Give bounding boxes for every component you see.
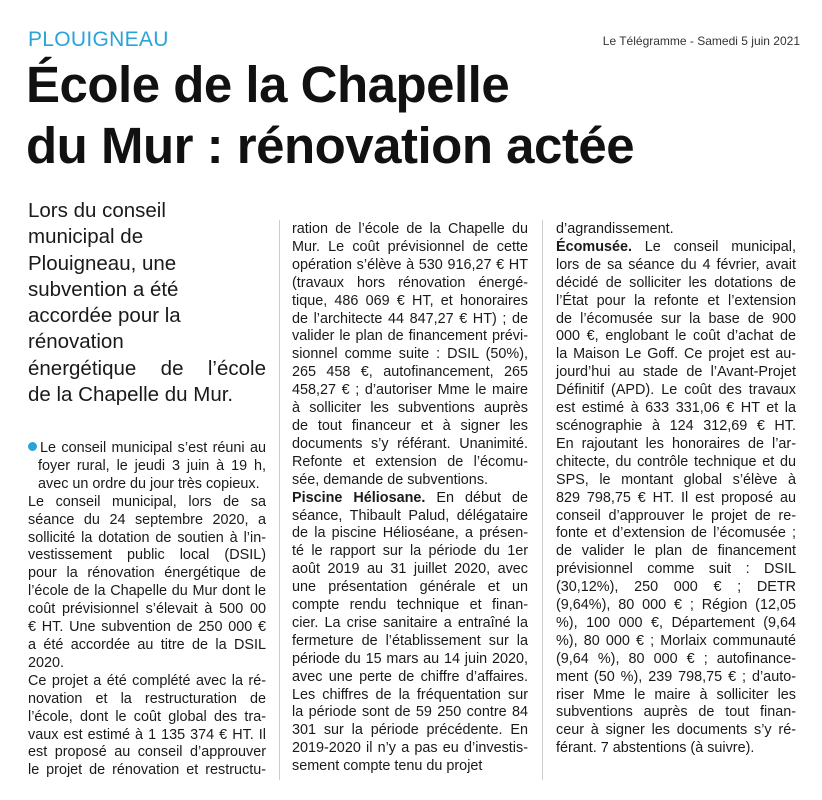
text-line: foyer rural, le jeudi 3 juin à 19 h,: [38, 457, 266, 474]
text-line: sollicité la dotation de soutien à l’in-: [28, 529, 266, 546]
text-line: férant. 7 abstentions (à suivre).: [556, 740, 755, 757]
text-line: 000 €, englobant le coût d’achat de: [556, 328, 796, 345]
text-line: Refonte et extension de l’écomu-: [292, 453, 528, 470]
text-line: (30,12%), 250 000 € ; DETR: [556, 579, 796, 596]
text-line: 265 458 €, autofinancement, 265: [292, 364, 528, 381]
text-line: Piscine Héliosane. En début de: [292, 489, 528, 506]
text-line: conseil d’approuver le projet de re-: [556, 507, 796, 524]
text-line: tique, 486 069 € HT, et honoraires: [292, 292, 528, 309]
lede-line: accordée pour la: [28, 304, 181, 328]
text-line: sée, demande de subventions.: [292, 471, 489, 488]
text-line: sionnel comme suite : DSIL (50%),: [292, 346, 528, 363]
text-line: Définitif (APD). Le coût des travaux: [556, 382, 796, 399]
text-line: 301 sur la période précédente. En: [292, 722, 528, 739]
text-line: Mur. Le coût prévisionnel de cette: [292, 238, 528, 255]
text-line: Ce projet a été complété avec la ré-: [28, 672, 266, 689]
headline-line-1: École de la Chapelle: [26, 56, 510, 113]
text-line: scénographie à 124 312,69 € HT.: [556, 417, 796, 434]
article-lede: [28, 198, 266, 408]
text-line: %), 100 000 €, Département (9,64: [556, 614, 796, 631]
lede-line: subvention a été: [28, 277, 179, 301]
text-line: prévisionnel comme suit : DSIL: [556, 561, 796, 578]
text-line: fonte et d’extension de l’écomusée ;: [556, 525, 796, 542]
text-line: de l’architecte 44 847,27 € HT) ; de: [292, 310, 528, 327]
text-line: novation et la restructuration de: [28, 690, 266, 707]
text-line: vaux est estimé à 1 135 374 € HT. Il: [28, 726, 266, 743]
text-line: à solliciter les subventions auprès: [292, 400, 528, 417]
text-line: de valider le plan de financement: [556, 543, 796, 560]
lede-line: énergétique de l’école: [28, 356, 266, 380]
text-line: coût prévisionnel s’élevait à 500 00: [28, 601, 266, 618]
text-line: ceur à signer les documents s’y ré-: [556, 722, 796, 739]
text-line: riser Mme le maire à solliciter les: [556, 686, 796, 703]
lede-line: municipal de: [28, 225, 144, 249]
text-line: (9,64 %), 80 000 € ; autofinance-: [556, 650, 796, 667]
article-column-2: [292, 221, 528, 776]
column-divider: [542, 220, 543, 780]
text-line: En rajoutant les honoraires de l’ar-: [556, 435, 796, 452]
text-line: décidé de solliciter les dotations de: [556, 274, 796, 291]
text-line: documents s’y référant. Unanimité.: [292, 435, 528, 452]
lede-line: Plouigneau, une: [28, 251, 177, 275]
text-line: de l’écomusée sur la base de 900: [556, 310, 796, 327]
text-line: subventions auprès de tout finan-: [556, 704, 796, 721]
text-line: ment (50 %), 239 798,75 € ; d’auto-: [556, 668, 796, 685]
text-line: Le conseil municipal, lors de sa: [28, 493, 266, 510]
text-line: %), 80 000 € ; Morlaix communauté: [556, 632, 796, 649]
text-line: vestissement public local (DSIL): [28, 547, 266, 564]
text-line: cier. La crise sanitaire a entraîné la: [292, 614, 528, 631]
text-line: 2019-2020 il n’y a pas eu d’investis-: [292, 740, 528, 757]
text-line: pour la rénovation énergétique de: [28, 565, 266, 582]
lede-line: de la Chapelle du Mur.: [28, 383, 234, 407]
text-line: SPS, le montant global s’élève à: [556, 471, 796, 488]
text-line: l’État pour la refonte et l’extension: [556, 292, 796, 309]
text-line: valider le plan de financement prévi-: [292, 328, 528, 345]
text-line: l’école, dont le coût global des tra-: [28, 708, 266, 725]
text-line: la période sont de 59 250 contre 84: [292, 704, 528, 721]
text-line: ration de l’école de la Chapelle du: [292, 221, 528, 237]
text-line: le projet de rénovation et restructu-: [28, 762, 266, 779]
text-line: Écomusée. Le conseil municipal,: [556, 238, 796, 255]
text-line: avec un ordre du jour très copieux.: [38, 475, 260, 492]
lede-line: Lors du conseil: [28, 199, 166, 222]
newspaper-source-date: Le Télégramme - Samedi 5 juin 2021: [602, 34, 800, 48]
text-line: (travaux hors rénovation énergé-: [292, 274, 528, 291]
text-line: avec une perte de chiffre d’affaires.: [292, 668, 528, 685]
text-line: jourd’hui au stade de l’Avant-Projet: [556, 364, 796, 381]
text-line: 2020.: [28, 654, 65, 671]
text-line: compte rendu technique et finan-: [292, 597, 528, 614]
text-line: est estimé à 633 331,06 € HT et la: [556, 400, 796, 417]
text-line: té le rapport sur la période du 1er: [292, 543, 528, 560]
text-line: sement compte tenu du projet: [292, 758, 483, 775]
text-line: est proposé au conseil d’approuver: [28, 744, 266, 761]
article-column-1: [28, 440, 266, 780]
headline-line-2: du Mur : rénovation actée: [26, 117, 635, 174]
article-headline: [26, 54, 806, 176]
subheading-ecomusee: Écomusée.: [556, 238, 632, 255]
text-line: Les chiffres de la fréquentation sur: [292, 686, 528, 703]
lede-line: rénovation: [28, 330, 124, 354]
text-line: séance du 24 septembre 2020, a: [28, 511, 266, 528]
text-line: de la piscine Hélioséane, a présen-: [292, 525, 528, 542]
text-line: 829 798,75 € HT. Il est proposé au: [556, 489, 796, 506]
text-line: chitecte, du contrôle technique et du: [556, 453, 796, 470]
text-line: la Maison Le Goff. Ce projet est au-: [556, 346, 796, 363]
text-line: lors de sa séance du 4 février, avait: [556, 256, 796, 273]
text-line: € HT. Une subvention de 250 000 €: [28, 619, 266, 636]
bullet-dot-icon: [28, 442, 37, 451]
text-line: opération s’élève à 530 916,27 € HT: [292, 256, 528, 273]
text-line: d’agrandissement.: [556, 221, 674, 237]
text-line: 458,27 € ; d’autoriser Mme le maire: [292, 382, 528, 399]
text-line: de tout financeur et à signer les: [292, 417, 528, 434]
text-line: a été accordée au titre de la DSIL: [28, 636, 266, 653]
section-kicker: PLOUIGNEAU: [28, 28, 169, 51]
text-line: séance, Thibault Palud, délégataire: [292, 507, 528, 524]
subheading-piscine: Piscine Héliosane.: [292, 489, 426, 506]
text-line: une présentation générale et un: [292, 579, 528, 596]
text-line: août 2019 au 31 juillet 2020, avec: [292, 561, 528, 578]
article-column-3: [556, 221, 796, 758]
text-line: fermeture de l’établissement sur la: [292, 632, 528, 649]
text-line: (9,64%), 80 000 € ; Région (12,05: [556, 597, 796, 614]
text-line: période du 15 mars au 14 juin 2020,: [292, 650, 528, 667]
text-line: Le conseil municipal s’est réuni au: [28, 440, 266, 458]
column-divider: [279, 220, 280, 780]
text-line: l’école de la Chapelle du Mur dont le: [28, 583, 266, 600]
